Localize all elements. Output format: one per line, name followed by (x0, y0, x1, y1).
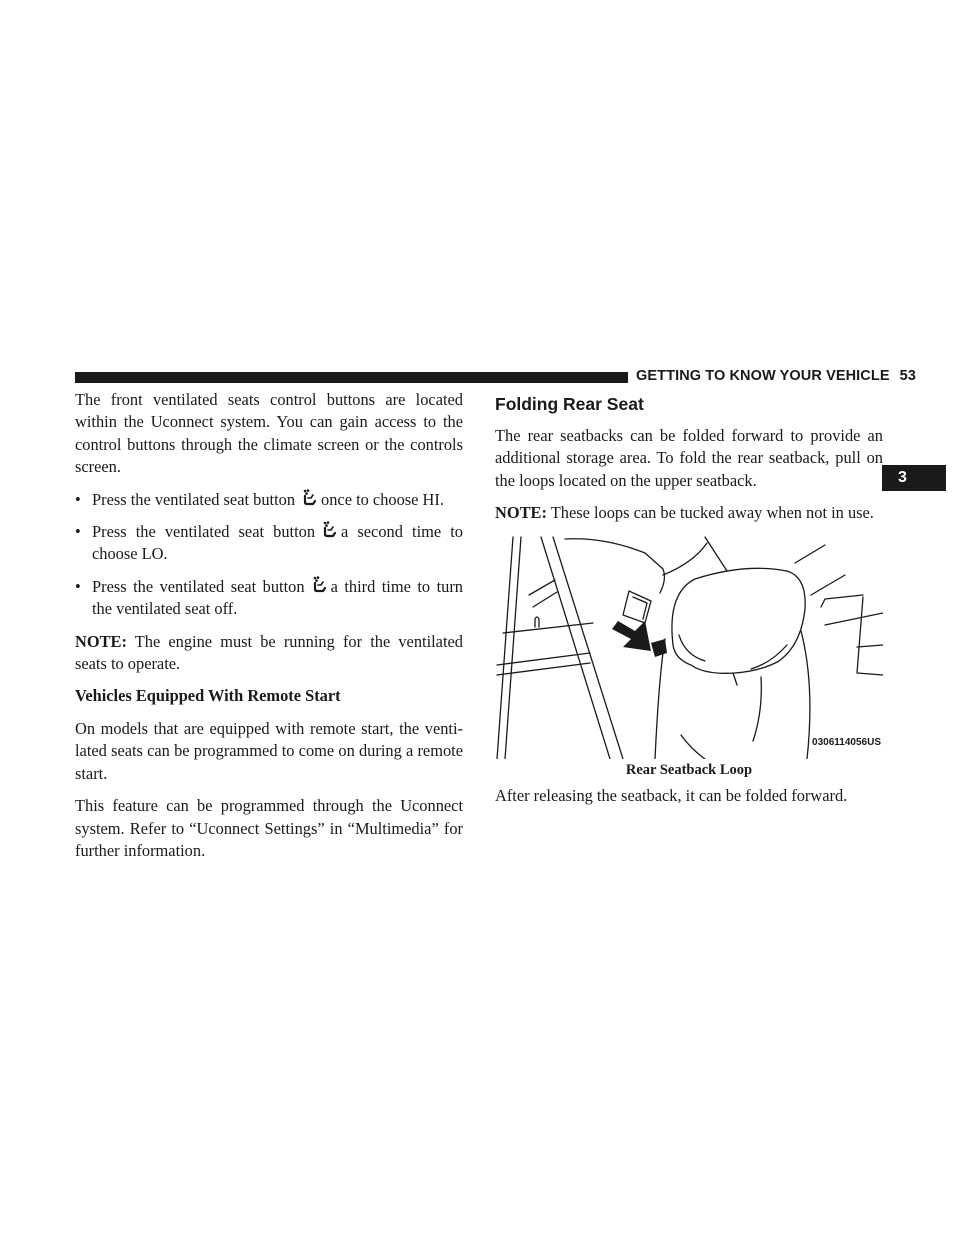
seat-line-drawing (495, 535, 883, 759)
step-text: a third time to turn the ventilated seat off. (92, 576, 463, 619)
page-number: 53 (899, 368, 916, 384)
step-text: once to choose HI. (321, 489, 444, 509)
figure-code: 0306114056US (812, 737, 881, 749)
note-text: The engine must be running for the ventilated seats to operate. (75, 631, 463, 674)
section-title: Folding Rear Seat (495, 394, 644, 414)
list-item (75, 489, 463, 511)
step-text: Press the ventilated seat button (92, 522, 316, 542)
uconnect-paragraph: This feature can be programmed through the Uconnect system. Refer to “Uconnect Settings” in “Multimedia” for further information. (75, 796, 463, 860)
step-text: Press the ventilated seat button (92, 576, 305, 596)
ventilated-seat-icon (321, 521, 337, 539)
right-column (495, 389, 883, 817)
remote-start-paragraph: On models that are equipped with remote start, the venti-lated seats can be programmed to come on during a remote start. (75, 718, 463, 783)
note-paragraph (75, 631, 463, 676)
remote-start-subheading: Vehicles Equipped With Remote Start (75, 686, 341, 706)
step-text: Press the ventilated seat button (92, 489, 296, 509)
list-item (75, 521, 463, 566)
note-label: NOTE: (75, 631, 127, 651)
intro-paragraph: The front ventilated seats control buttons are located within the Uconnect system. You can gain access to the control buttons through the climate screen or the controls screen. (75, 390, 463, 477)
note-text: These loops can be tucked away when not in use. (550, 503, 874, 523)
figure-caption: Rear Seatback Loop (625, 761, 753, 778)
running-header (636, 368, 916, 384)
header-rule (75, 372, 628, 383)
header-title: GETTING TO KNOW YOUR VEHICLE (636, 368, 890, 384)
ventilated-seat-icon (301, 489, 317, 507)
ventilated-seat-steps (75, 489, 463, 621)
fold-seat-paragraph: The rear seatbacks can be folded forward to provide an additional storage area. To fold the rear seatback, pull on the loops located on the upper seatback. (495, 426, 883, 490)
list-item (75, 576, 463, 621)
note-label: NOTE: (495, 503, 547, 523)
left-column (75, 389, 463, 872)
note-paragraph (495, 502, 883, 524)
chapter-tab: 3 (882, 465, 946, 491)
ventilated-seat-icon (311, 576, 327, 594)
after-release-paragraph: After releasing the seatback, it can be folded forward. (495, 786, 848, 806)
step-text: a second time to choose LO. (92, 522, 463, 564)
rear-seatback-illustration (495, 535, 883, 759)
